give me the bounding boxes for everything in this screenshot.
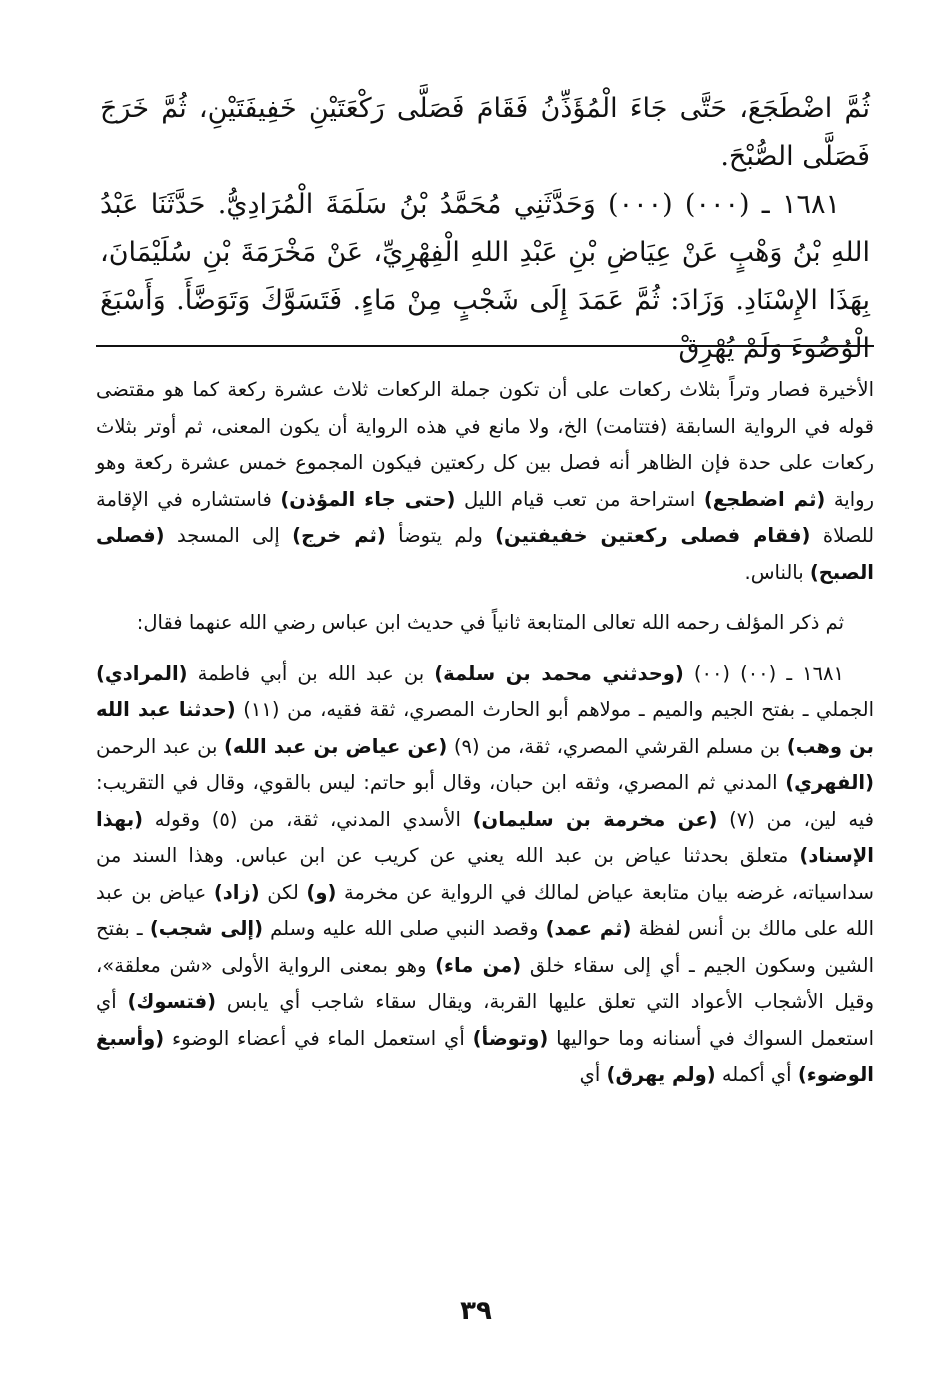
commentary-span: الجملي ـ بفتح الجيم والميم ـ مولاهم أبو الحارث المصري، ثقة فقيه، من (١١) [235,698,874,721]
commentary-span: عياض بن عبد الله على مالك بن أنس لفظة [96,880,875,940]
commentary-span: استراحة من تعب قيام الليل [455,487,704,511]
commentary-span: أي أكمله [715,1063,798,1086]
commentary-span: (حتى جاء المؤذن) [280,487,456,511]
commentary-span: (حدثنا عبد الله بن وهب) [96,698,874,758]
hadith-text [100,85,870,373]
commentary-span: ولم يتوضأ [385,524,496,547]
commentary-span: ١٦٨١ ـ (٠٠) (٠٠) [683,661,844,685]
commentary-span: بالناس. [744,560,810,584]
commentary-span: (عن عياض بن عبد الله) [223,734,448,758]
commentary-paragraph-2: ثم ذكر المؤلف رحمه الله تعالى المتابعة ثانياً في حديث ابن عباس رضي الله عنهما فقال: [136,611,844,634]
commentary-span: (من ماء) [435,953,522,977]
commentary-paragraph-3 [96,656,874,1094]
commentary-span: (وأسبغ الوضوء) [96,1026,874,1086]
commentary-span: أي [579,1063,607,1086]
commentary-paragraph-1 [96,372,874,591]
commentary-span: (فتسوك) [127,990,217,1013]
page-number: ٣٩ [460,1296,492,1326]
commentary-span: (ثم عمد) [545,917,632,940]
commentary-span: لكن [259,880,307,904]
commentary-span: بن عبد الرحمن [96,734,224,758]
commentary-span: ـ بفتح الشين وسكون الجيم ـ أي إلى سقاء خلق [96,917,874,977]
commentary-span: المدني ثم المصري، وثقه ابن حبان، وقال أبو حاتم: ليس بالقوي، وقال في التقريب: فيه لين، من (٧) [96,771,874,831]
commentary-span: (بهذا الإسناد) [96,807,874,867]
commentary-span: (ثم اضطجع) [703,487,826,511]
commentary-span: متعلق بحدثنا عياض بن عبد الله يعني عن كريب عن ابن عباس. وهذا السند من سداسياته، غرضه بيان متابعة عياض لمالك في الرواية عن مخرمة [96,844,874,904]
commentary-span: (ولم يهرق) [606,1063,716,1086]
commentary-span: (وحدثني محمد بن سلمة) [434,661,684,685]
commentary-span: بن مسلم القرشي المصري، ثقة، من (٩) [447,734,787,758]
commentary-span: (فصلى الصبح) [96,524,874,584]
commentary-span: إلى المسجد [164,524,293,547]
footnote-separator [96,345,874,347]
commentary-span: بن عبد الله بن أبي فاطمة [187,661,435,685]
commentary-span: وهو بمعنى الرواية الأولى «شن معلقة»، وقيل الأشجاب الأعواد التي تعلق عليها القربة، ويقال سقاء شاجب أي يابس [96,953,874,1013]
hadith-paragraph-2: ١٦٨١ ـ (٠٠٠) (٠٠٠) وَحَدَّثَنِي مُحَمَّدُ بْنُ سَلَمَةَ الْمُرَادِيُّ. حَدَّثَنَا عَبْدُ اللهِ بْنُ وَهْبٍ عَنْ عِيَاضِ بْنِ عَبْدِ اللهِ الْفِهْرِيِّ، عَنْ مَخْرَمَةَ بْنِ سُلَيْمَانَ، بِهَذَا الإِسْنَادِ. وَزَادَ: ثُمَّ عَمَدَ إِلَى شَجْبٍ مِنْ مَاءٍ. فَتَسَوَّكَ وَتَوَضَّأَ. وَأَسْبَغَ الْوُضُوءَ وَلَمْ يُهْرِقْ [100,189,870,364]
commentary-span: الأخيرة فصار وتراً بثلاث ركعات على أن تكون جملة الركعات ثلاث عشرة ركعة كما هو مقتضى قوله في الرواية السابقة (فتتامت) الخ، ولا مانع في هذه الرواية أن يكون المعنى، ثم أوتر بثلاث ركعات على حدة فإن الظاهر أنه فصل بين كل ركعتين فيكون المجموع خمس عشرة ركعة وهو رواية [96,378,874,511]
commentary-span: أي استعمل السواك في أسنانه وما حواليها [96,990,874,1050]
commentary-span: أي استعمل الماء في أعضاء الوضوء [164,1026,473,1050]
commentary-span: (فقام فصلى ركعتين خفيفتين) [495,524,811,547]
hadith-paragraph-1: ثُمَّ اضْطَجَعَ، حَتَّى جَاءَ الْمُؤَذِّنُ فَقَامَ فَصَلَّى رَكْعَتَيْنِ خَفِيفَتَيْنِ، ثُمَّ خَرَجَ فَصَلَّى الصُّبْحَ. [100,93,870,172]
commentary-span: (المرادي) [96,661,188,685]
commentary-span: (و) [306,880,337,904]
commentary-text [96,372,874,1094]
commentary-span: (زاد) [213,880,260,904]
commentary-span: (وتوضأ) [472,1026,549,1050]
commentary-span: الأسدي المدني، ثقة، من (٥) وقوله [143,807,473,831]
commentary-span: (ثم خرج) [292,524,386,547]
commentary-span: (إلى شجب) [149,917,263,940]
commentary-span: فاستشاره في الإقامة للصلاة [96,487,875,547]
commentary-span: وقصد النبي صلى الله عليه وسلم [263,917,546,940]
commentary-span: (الفهري) [785,771,874,794]
commentary-span: (عن مخرمة بن سليمان) [472,807,718,831]
